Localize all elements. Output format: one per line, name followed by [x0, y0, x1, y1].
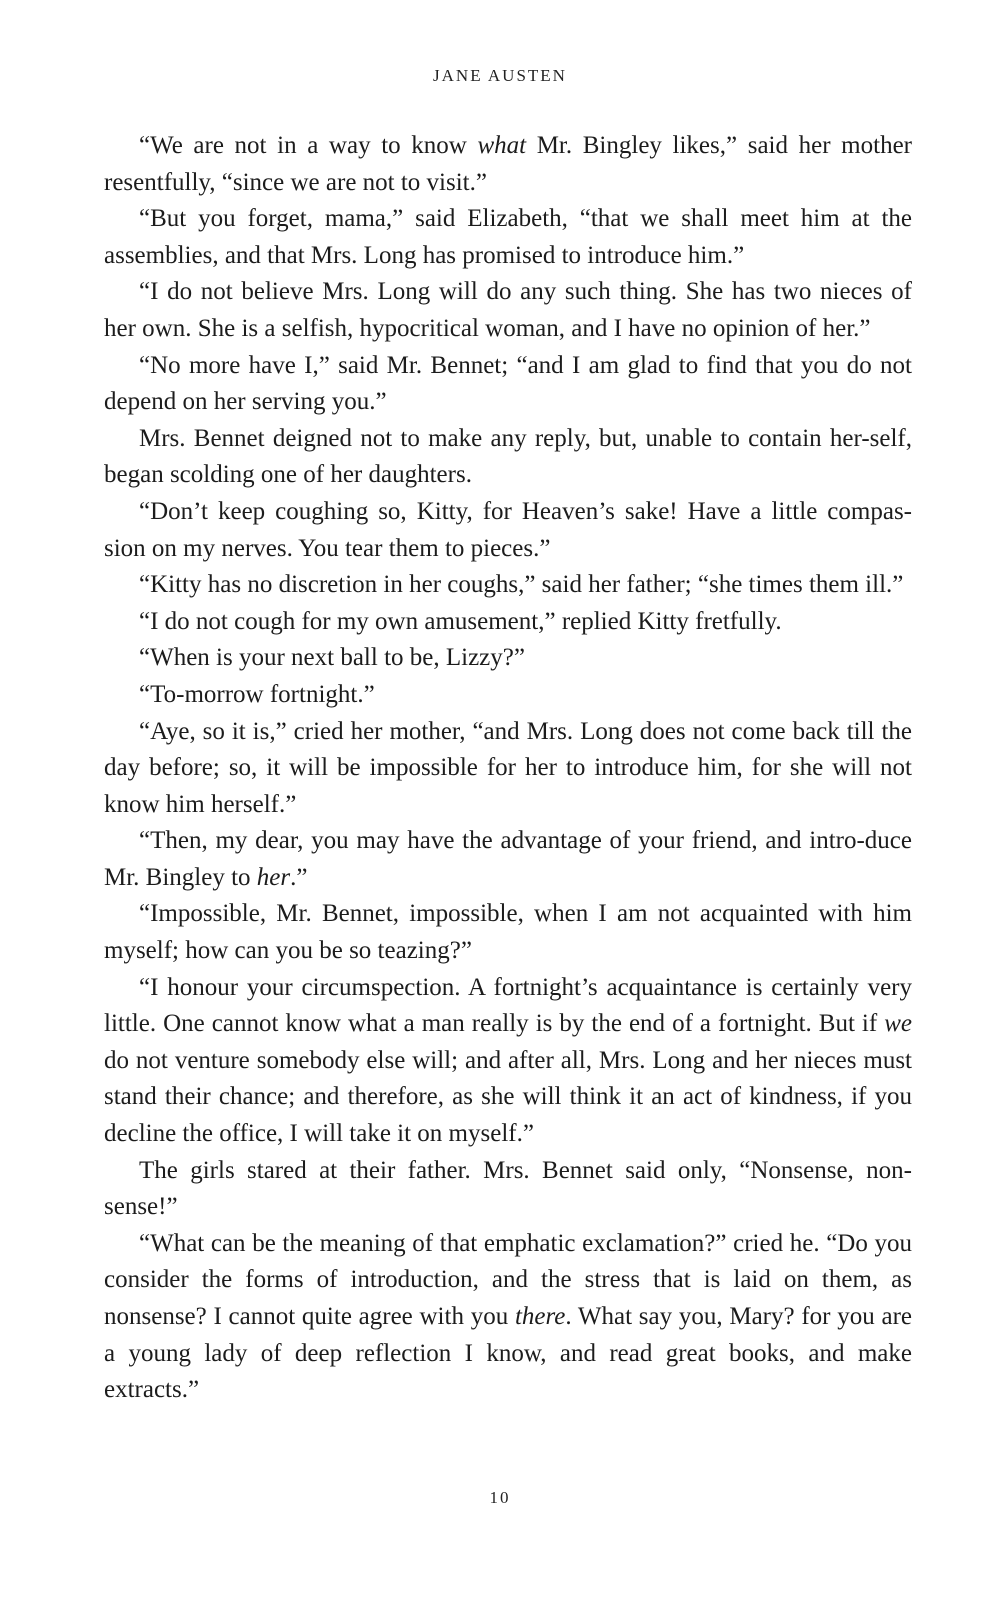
paragraph	[104, 604, 912, 641]
text-segment: . What say you, Mary? for you are a young lady of deep reflection I know, and read great books, and make extracts.”	[104, 1303, 912, 1404]
text-segment: “Aye, so it is,” cried her mother, “and Mrs. Long does not come back till the day before; so, it will be impossible for her to introduce him, for she will not know him herself.”	[104, 717, 912, 818]
paragraph	[104, 970, 912, 1153]
paragraph	[104, 823, 912, 896]
paragraph	[104, 421, 912, 494]
body-text	[104, 128, 912, 1409]
italic-text: we	[884, 1010, 912, 1038]
paragraph	[104, 201, 912, 274]
text-segment: “Kitty has no discretion in her coughs,” said her father; “she times them ill.”	[139, 571, 904, 599]
text-segment: “I do not cough for my own amusement,” replied Kitty fretfully.	[139, 607, 782, 635]
text-segment: do not venture somebody else will; and after all, Mrs. Long and her nieces must stand their chance; and therefore, as she will think it an act of kindness, if you decline the office, I will take it on myself.”	[104, 1046, 912, 1148]
text-segment: “What can be the meaning of that emphatic exclamation?” cried he. “Do you consider the forms of introduction, and the stress that is laid on them, as nonsense? I cannot quite agree with you	[104, 1229, 912, 1330]
paragraph	[104, 128, 912, 201]
paragraph	[104, 714, 912, 824]
paragraph	[104, 677, 912, 714]
text-segment: “Then, my dear, you may have the advantage of your friend, and intro-duce Mr. Bingley to	[104, 827, 912, 891]
paragraph	[104, 348, 912, 421]
text-segment: Mr. Bingley likes,” said her mother resentfully, “since we are not to visit.”	[104, 132, 912, 196]
italic-text: there	[514, 1303, 566, 1330]
text-segment: “I honour your circumspection. A fortnight’s acquaintance is certainly very little. One cannot know what a man really is by the end of a fortnight. But if	[104, 973, 912, 1038]
text-segment: “To-morrow fortnight.”	[139, 680, 375, 708]
text-segment: “But you forget, mama,” said Elizabeth, “that we shall meet him at the assemblies, and that Mrs. Long has promised to introduce him.”	[104, 205, 912, 269]
running-head: JANE AUSTEN	[433, 66, 567, 85]
text-segment: “I do not believe Mrs. Long will do any such thing. She has two nieces of her own. She is a selfish, hypocritical woman, and I have no opinion of her.”	[104, 278, 912, 342]
text-segment: Mrs. Bennet deigned not to make any reply, but, unable to contain her-self, began scolding one of her daughters.	[104, 424, 912, 489]
paragraph	[104, 896, 912, 969]
page-number: 10	[489, 1488, 511, 1507]
paragraph	[104, 1153, 912, 1226]
paragraph	[104, 494, 912, 567]
text-segment: “Impossible, Mr. Bennet, impossible, when I am not acquainted with him myself; how can you be so teazing?”	[104, 900, 912, 965]
text-segment: The girls stared at their father. Mrs. Bennet said only, “Nonsense, non-sense!”	[104, 1156, 912, 1221]
text-segment: “No more have I,” said Mr. Bennet; “and I am glad to find that you do not depend on her serving you.”	[104, 351, 912, 416]
italic-text: her	[256, 863, 291, 891]
paragraph	[104, 640, 912, 677]
text-segment: “We are not in a way to know	[139, 132, 478, 159]
paragraph	[104, 567, 912, 604]
italic-text: what	[477, 132, 527, 159]
text-segment: “Don’t keep coughing so, Kitty, for Heaven’s sake! Have a little compas-sion on my nerves. You tear them to pieces.”	[104, 497, 912, 562]
text-segment: .”	[290, 863, 308, 891]
paragraph	[104, 274, 912, 347]
text-segment: “When is your next ball to be, Lizzy?”	[139, 644, 525, 672]
paragraph	[104, 1226, 912, 1409]
